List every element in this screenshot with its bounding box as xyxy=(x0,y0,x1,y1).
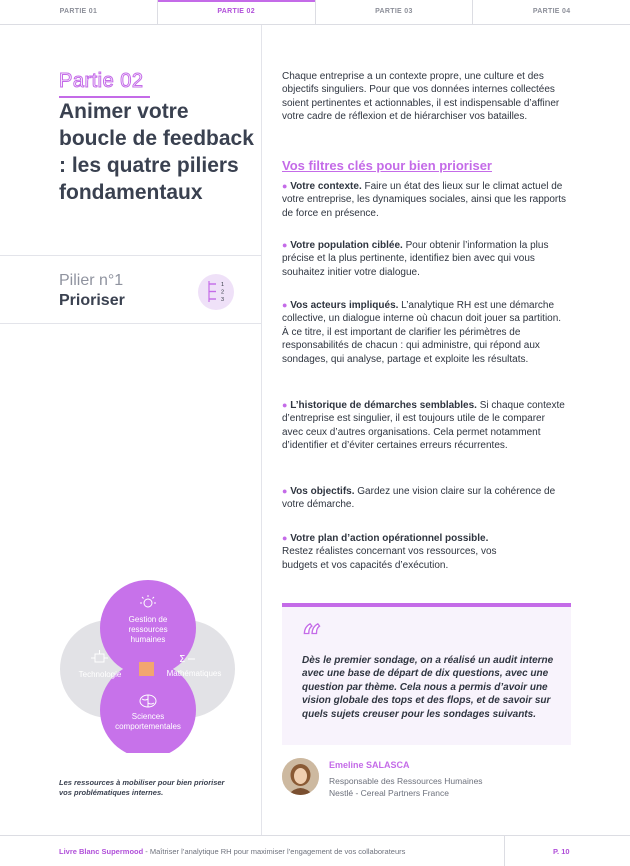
filter-item-text: Si chaque contexte d’entreprise est singulier, il est toujours utile de le comparer avec ceux d’autres organisations. Cela permet notamment d’identifier et d’éviter certaines erreurs récurrentes. xyxy=(282,400,565,452)
filters-heading: Vos filtres clés pour bien prioriser xyxy=(282,158,492,173)
bullet-dot-icon: ● xyxy=(282,240,288,250)
bullet-dot-icon: ● xyxy=(282,400,288,410)
icon-digit-3: 3 xyxy=(221,297,225,303)
page-title: Animer votre boucle de feedback : les quatre piliers fondamentaux xyxy=(59,100,254,204)
filter-item-text: Faire un état des lieux sur le climat actuel de votre entreprise, les dynamiques sociales, ainsi que les rapports de force en présence. xyxy=(282,181,567,219)
divider-bottom xyxy=(0,323,261,324)
filter-item-title: Vos objectifs. xyxy=(290,486,355,497)
svg-text:Σ: Σ xyxy=(179,654,186,665)
footer-text xyxy=(59,847,405,856)
pilier-number: Pilier n°1 xyxy=(59,272,124,289)
icon-digit-1: 1 xyxy=(221,282,225,288)
column-divider xyxy=(261,25,262,835)
priority-list-icon xyxy=(197,273,235,311)
footer-brand: Livre Blanc Supermood xyxy=(59,847,144,856)
footer-description: - Maîtriser l’analytique RH pour maximiser l’engagement de vos collaborateurs xyxy=(143,847,406,856)
pilier-name: Prioriser xyxy=(59,292,125,309)
bullet-dot-icon: ● xyxy=(282,300,288,310)
intro-paragraph: Chaque entreprise a un contexte propre, une culture et des objectifs singuliers. Pour que vos données internes collectées soient pertinentes et actionnables, il est indispensable d’affiner votre cadre de réflexion et de hiérarchiser vos batailles. xyxy=(282,71,560,123)
icon-digit-2: 2 xyxy=(221,289,225,296)
venn-caption: Les ressources à mobiliser pour bien prioriser vos problématiques internes. xyxy=(59,778,225,797)
filter-item xyxy=(282,299,567,366)
tab-partie-01[interactable]: PARTIE 01 xyxy=(0,0,158,24)
testimonial-quote xyxy=(282,603,571,745)
filter-item-text: L’analytique RH est une démarche collective, un dialogue interne où chacun doit jouer sa partition. À ce titre, il est important de clarifier les périmètres de responsabilités de chacun : qui administre, qui répond aux sondages, qui analyse, partage et exploite les résultats. xyxy=(282,300,562,365)
tab-partie-02[interactable]: PARTIE 02 xyxy=(158,0,316,24)
filter-item-title: Vos acteurs impliqués. xyxy=(290,300,399,311)
filter-item-title: Votre plan d’action opérationnel possible. xyxy=(290,533,489,544)
part-label: Partie 02 xyxy=(59,70,144,92)
bullet-dot-icon: ● xyxy=(282,181,288,191)
bullet-dot-icon: ● xyxy=(282,486,288,496)
person-role xyxy=(329,775,483,799)
tab-partie-03[interactable]: PARTIE 03 xyxy=(316,0,474,24)
quote-mark-icon: “ xyxy=(302,618,322,658)
section-tabs xyxy=(0,0,630,25)
filter-item-text: Restez réalistes concernant vos ressources, vos budgets et vos capacités d’exécution. xyxy=(282,546,497,571)
venn-label-mathematiques: Mathématiques xyxy=(166,669,222,678)
filter-item-title: Votre contexte. xyxy=(290,181,362,192)
page-number: P. 10 xyxy=(553,847,570,856)
person-company: Nestlé - Cereal Partners France xyxy=(329,788,449,798)
avatar xyxy=(282,758,319,795)
filter-item-text: Gardez une vision claire sur la cohérence de votre démarche. xyxy=(282,486,556,511)
filter-item xyxy=(282,239,567,279)
bullet-dot-icon: ● xyxy=(282,533,288,543)
quote-text: Dès le premier sondage, on a réalisé un audit interne avec une base de départ de dix questions, avec une question par thème. Cela nous a permis d’avoir une vision globale des tops et des flops, et de savoir sur quels sujets creuser pour les sondages suivants. xyxy=(302,655,554,720)
filter-item-title: L’historique de démarches semblables. xyxy=(290,400,477,411)
filter-item xyxy=(282,180,567,220)
venn-label-sciences: Sciences comportementales xyxy=(115,712,181,731)
person-name: Emeline SALASCA xyxy=(329,760,410,770)
venn-center-square xyxy=(139,662,154,676)
resources-venn-diagram xyxy=(55,578,240,753)
filter-item xyxy=(282,485,567,512)
venn-label-technologie: Technologie xyxy=(78,670,122,679)
person-role-title: Responsable des Ressources Humaines xyxy=(329,776,483,786)
divider-top xyxy=(0,255,261,256)
page-footer xyxy=(0,835,630,866)
filter-item xyxy=(282,399,567,453)
tab-partie-04[interactable]: PARTIE 04 xyxy=(532,8,571,15)
filter-item xyxy=(282,532,507,572)
filter-item-text: Pour obtenir l’information la plus précise et la plus pertinente, identifiez bien avec qui vous souhaitez initier votre dialogue. xyxy=(282,240,549,278)
venn-label-rh: Gestion de ressources humaines xyxy=(128,615,168,644)
footer-divider xyxy=(504,836,505,866)
filter-item-title: Votre population ciblée. xyxy=(290,240,403,251)
